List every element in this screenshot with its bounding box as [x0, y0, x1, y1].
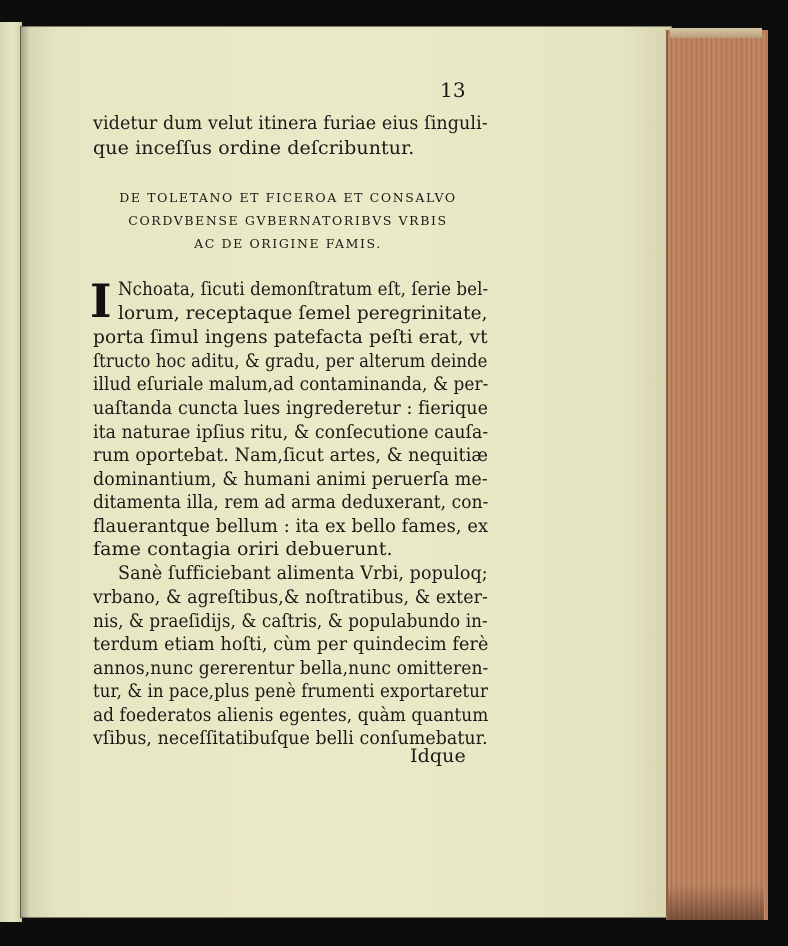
page-block-edges	[666, 30, 768, 920]
body-line: vrbano, & agreſtibus,& noſtratibus, & exter-	[93, 586, 488, 608]
body-line: tur, & in pace,plus penè frumenti exportaretur	[93, 680, 488, 702]
chapter-heading-line: CORDVBENSE GVBERNATORIBVS VRBIS	[128, 213, 448, 228]
body-line: terdum etiam hoſti, cùm per quindecim ferè	[93, 633, 489, 655]
drop-cap	[90, 274, 116, 328]
body-line: ad foederatos alienis egentes, quàm quantum	[93, 704, 489, 726]
page-number: 13	[440, 78, 466, 102]
body-line: nis, & praeſidijs, & caſtris, & populabundo in-	[93, 610, 488, 632]
body-line: illud eſuriale malum,ad contaminanda, & per-	[93, 373, 489, 395]
body-line: annos,nunc gererentur bella,nunc omitteren-	[93, 657, 489, 679]
body-line: uaſtanda cuncta lues ingrederetur : fierique	[93, 397, 489, 419]
body-line: dominantium, & humani animi peruerſa me-	[93, 468, 488, 490]
body-line: vſibus, neceſſitatibuſque belli conſumebatur.	[93, 727, 488, 749]
body-line: rum oportebat. Nam,ſicut artes, & nequitiæ	[93, 444, 489, 466]
chapter-heading-line: AC DE ORIGINE FAMIS.	[194, 236, 382, 251]
body-line: que inceſſus ordine deſcribuntur.	[93, 137, 415, 159]
drop-cap-letter: I	[90, 274, 112, 328]
catchword: Idque	[410, 745, 466, 767]
body-line: fame contagia oriri debuerunt.	[93, 538, 393, 560]
body-line: Sanè ſufficiebant alimenta Vrbi, populoq;	[118, 562, 488, 584]
page-gutter-shadow	[20, 26, 30, 918]
body-line: flauerantque bellum : ita ex bello fames, ex	[93, 515, 489, 537]
chapter-heading-line: DE TOLETANO ET FICEROA ET CONSALVO	[119, 190, 457, 205]
body-line: Nchoata, ſicuti demonſtratum eſt, ſerie bel-	[118, 278, 489, 300]
body-line: ſtructo hoc aditu, & gradu, per alterum deinde	[93, 350, 488, 372]
page-block-top	[670, 28, 762, 38]
body-line: ditamenta illa, rem ad arma deduxerant, con-	[93, 491, 489, 513]
body-line: ita naturae ipſius ritu, & conſecutione cauſa-	[93, 421, 489, 443]
page-block-shadow	[668, 884, 764, 920]
body-line: porta ſimul ingens patefacta peſti erat, vt	[93, 326, 488, 348]
body-line: lorum, receptaque ſemel peregrinitate,	[118, 302, 488, 324]
previous-page-edge	[0, 22, 22, 922]
body-line: videtur dum velut itinera furiae eius ſinguli-	[93, 112, 488, 134]
